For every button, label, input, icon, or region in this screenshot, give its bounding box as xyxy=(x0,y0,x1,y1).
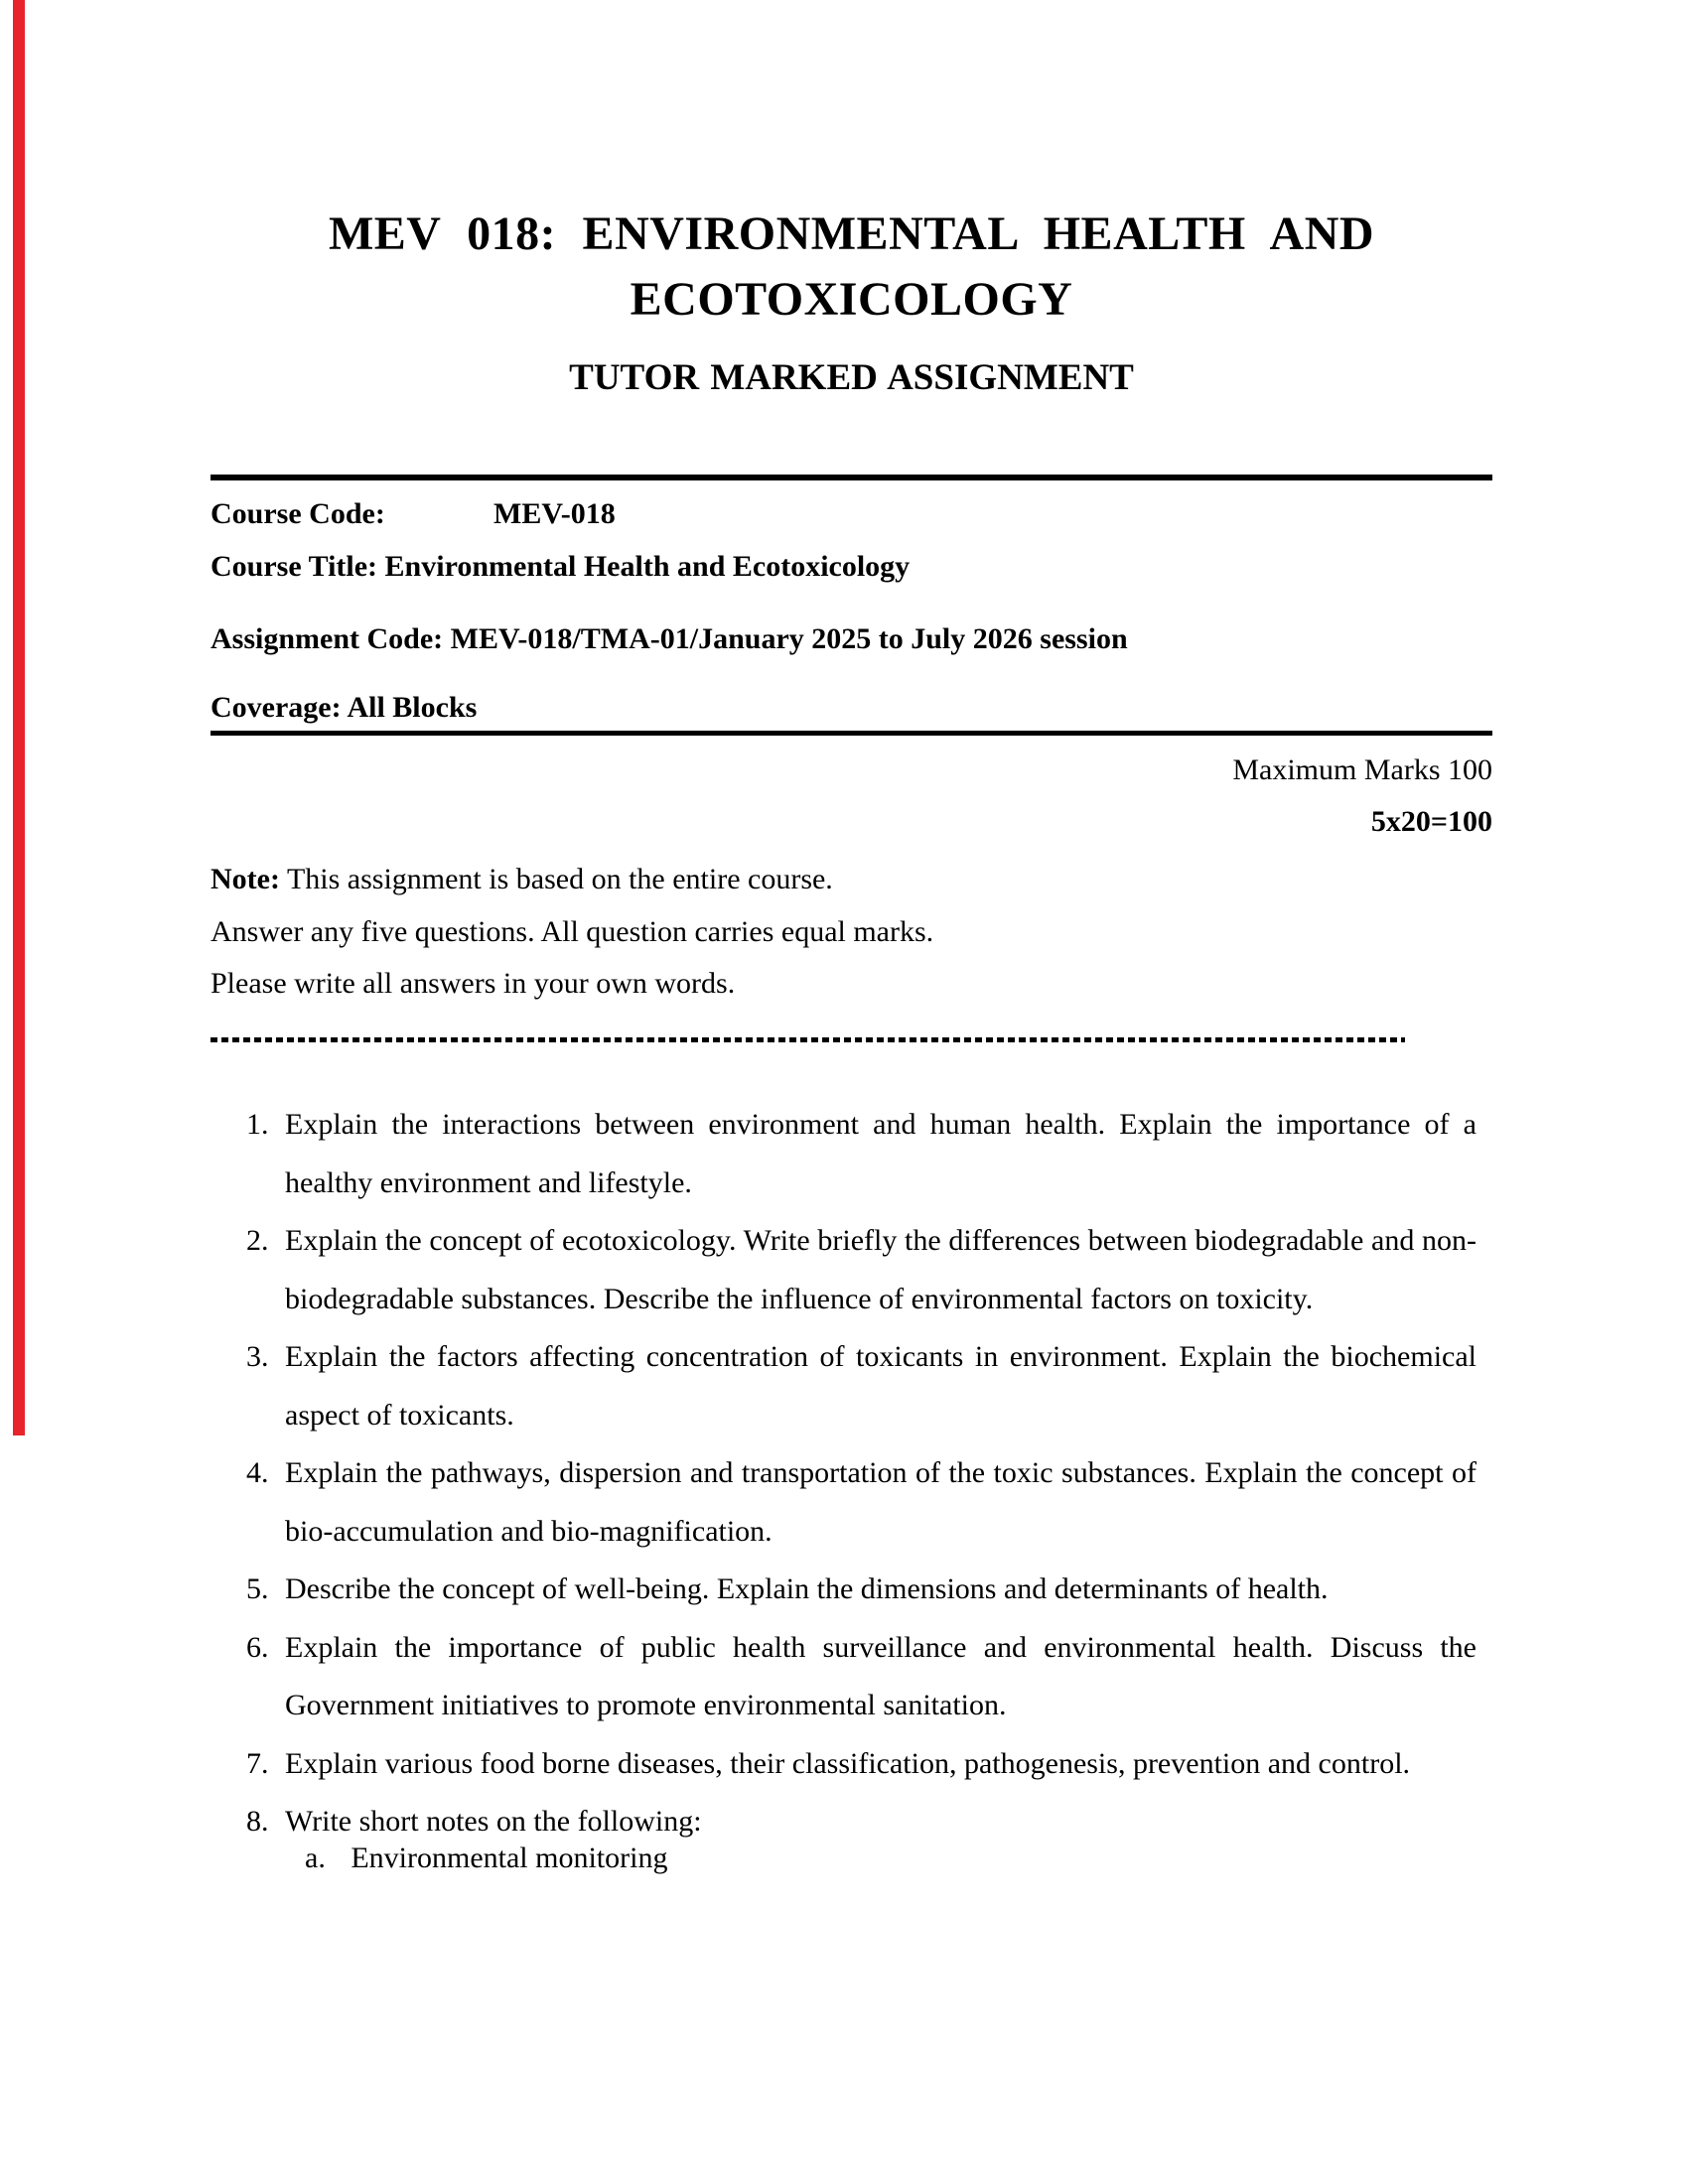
question-text: Explain various food borne diseases, their classification, pathogenesis, prevention and control. xyxy=(285,1746,1411,1780)
question-text: Explain the concept of ecotoxicology. Write briefly the differences between biodegradable and non-biodegradable substances. Describe the influence of environmental factors on toxicity. xyxy=(285,1224,1477,1315)
question-item xyxy=(211,1328,1492,1444)
question-item xyxy=(211,1735,1492,1794)
question-subitem xyxy=(285,1836,1477,1881)
maximum-marks: Maximum Marks 100 xyxy=(1232,753,1492,786)
question-text: Write short notes on the following: xyxy=(285,1805,702,1838)
question-number: 1. xyxy=(246,1108,269,1141)
question-number: 8. xyxy=(246,1805,269,1838)
page-title xyxy=(211,0,1492,333)
question-number: 6. xyxy=(246,1630,269,1664)
course-title-line: Course Title: Environmental Health and Ecotoxicology xyxy=(211,550,911,583)
question-number: 7. xyxy=(246,1746,269,1780)
dashed-separator xyxy=(211,1037,1405,1042)
subitem-text: Environmental monitoring xyxy=(351,1841,668,1874)
question-text: Explain the factors affecting concentration of toxicants in environment. Explain the biochemical aspect of toxicants. xyxy=(285,1340,1477,1432)
assignment-subtitle: TUTOR MARKED ASSIGNMENT xyxy=(569,357,1134,398)
question-item xyxy=(211,1619,1492,1735)
note-block xyxy=(211,854,1492,1011)
question-item xyxy=(211,1444,1492,1561)
marks-scheme: 5x20=100 xyxy=(1370,805,1492,838)
assignment-code-line: Assignment Code: MEV-018/TMA-01/January 2025 to July 2026 session xyxy=(211,622,1128,655)
question-text: Explain the pathways, dispersion and transportation of the toxic substances. Explain the concept of bio-accumulation and bio-magnification. xyxy=(285,1456,1477,1548)
note-line xyxy=(211,854,1492,906)
question-list xyxy=(211,1096,1492,1881)
subitem-letter: a. xyxy=(305,1841,326,1874)
coverage-line: Coverage: All Blocks xyxy=(211,691,478,724)
page-title-line2: ECOTOXICOLOGY xyxy=(630,273,1073,326)
question-item xyxy=(211,1793,1492,1881)
instruction-line-own-words: Please write all answers in your own words. xyxy=(211,967,736,1000)
question-number: 3. xyxy=(246,1340,269,1373)
question-text: Explain the importance of public health surveillance and environmental health. Discuss the Government initiatives to promote environmental sanitation. xyxy=(285,1630,1477,1721)
bottom-horizontal-rule xyxy=(211,731,1492,736)
question-item xyxy=(211,1212,1492,1328)
course-code-value: MEV-018 xyxy=(493,497,616,530)
document-content xyxy=(211,0,1492,1881)
top-horizontal-rule xyxy=(211,475,1492,480)
question-text: Explain the interactions between environment and human health. Explain the importance of a healthy environment and lifestyle. xyxy=(285,1108,1477,1199)
left-margin-red-line xyxy=(13,0,25,1435)
question-number: 4. xyxy=(246,1456,269,1489)
note-text: This assignment is based on the entire course. xyxy=(286,863,833,895)
question-number: 5. xyxy=(246,1572,269,1605)
instruction-line-answer: Answer any five questions. All question carries equal marks. xyxy=(211,914,934,948)
course-code-line xyxy=(211,493,1492,535)
page-title-line1: MEV 018: ENVIRONMENTAL HEALTH AND xyxy=(328,207,1375,260)
question-number: 2. xyxy=(246,1224,269,1257)
question-item xyxy=(211,1561,1492,1619)
course-code-label: Course Code: xyxy=(211,497,385,530)
note-label: Note: xyxy=(211,863,280,895)
question-text: Describe the concept of well-being. Explain the dimensions and determinants of health. xyxy=(285,1572,1329,1605)
question-item xyxy=(211,1096,1492,1212)
